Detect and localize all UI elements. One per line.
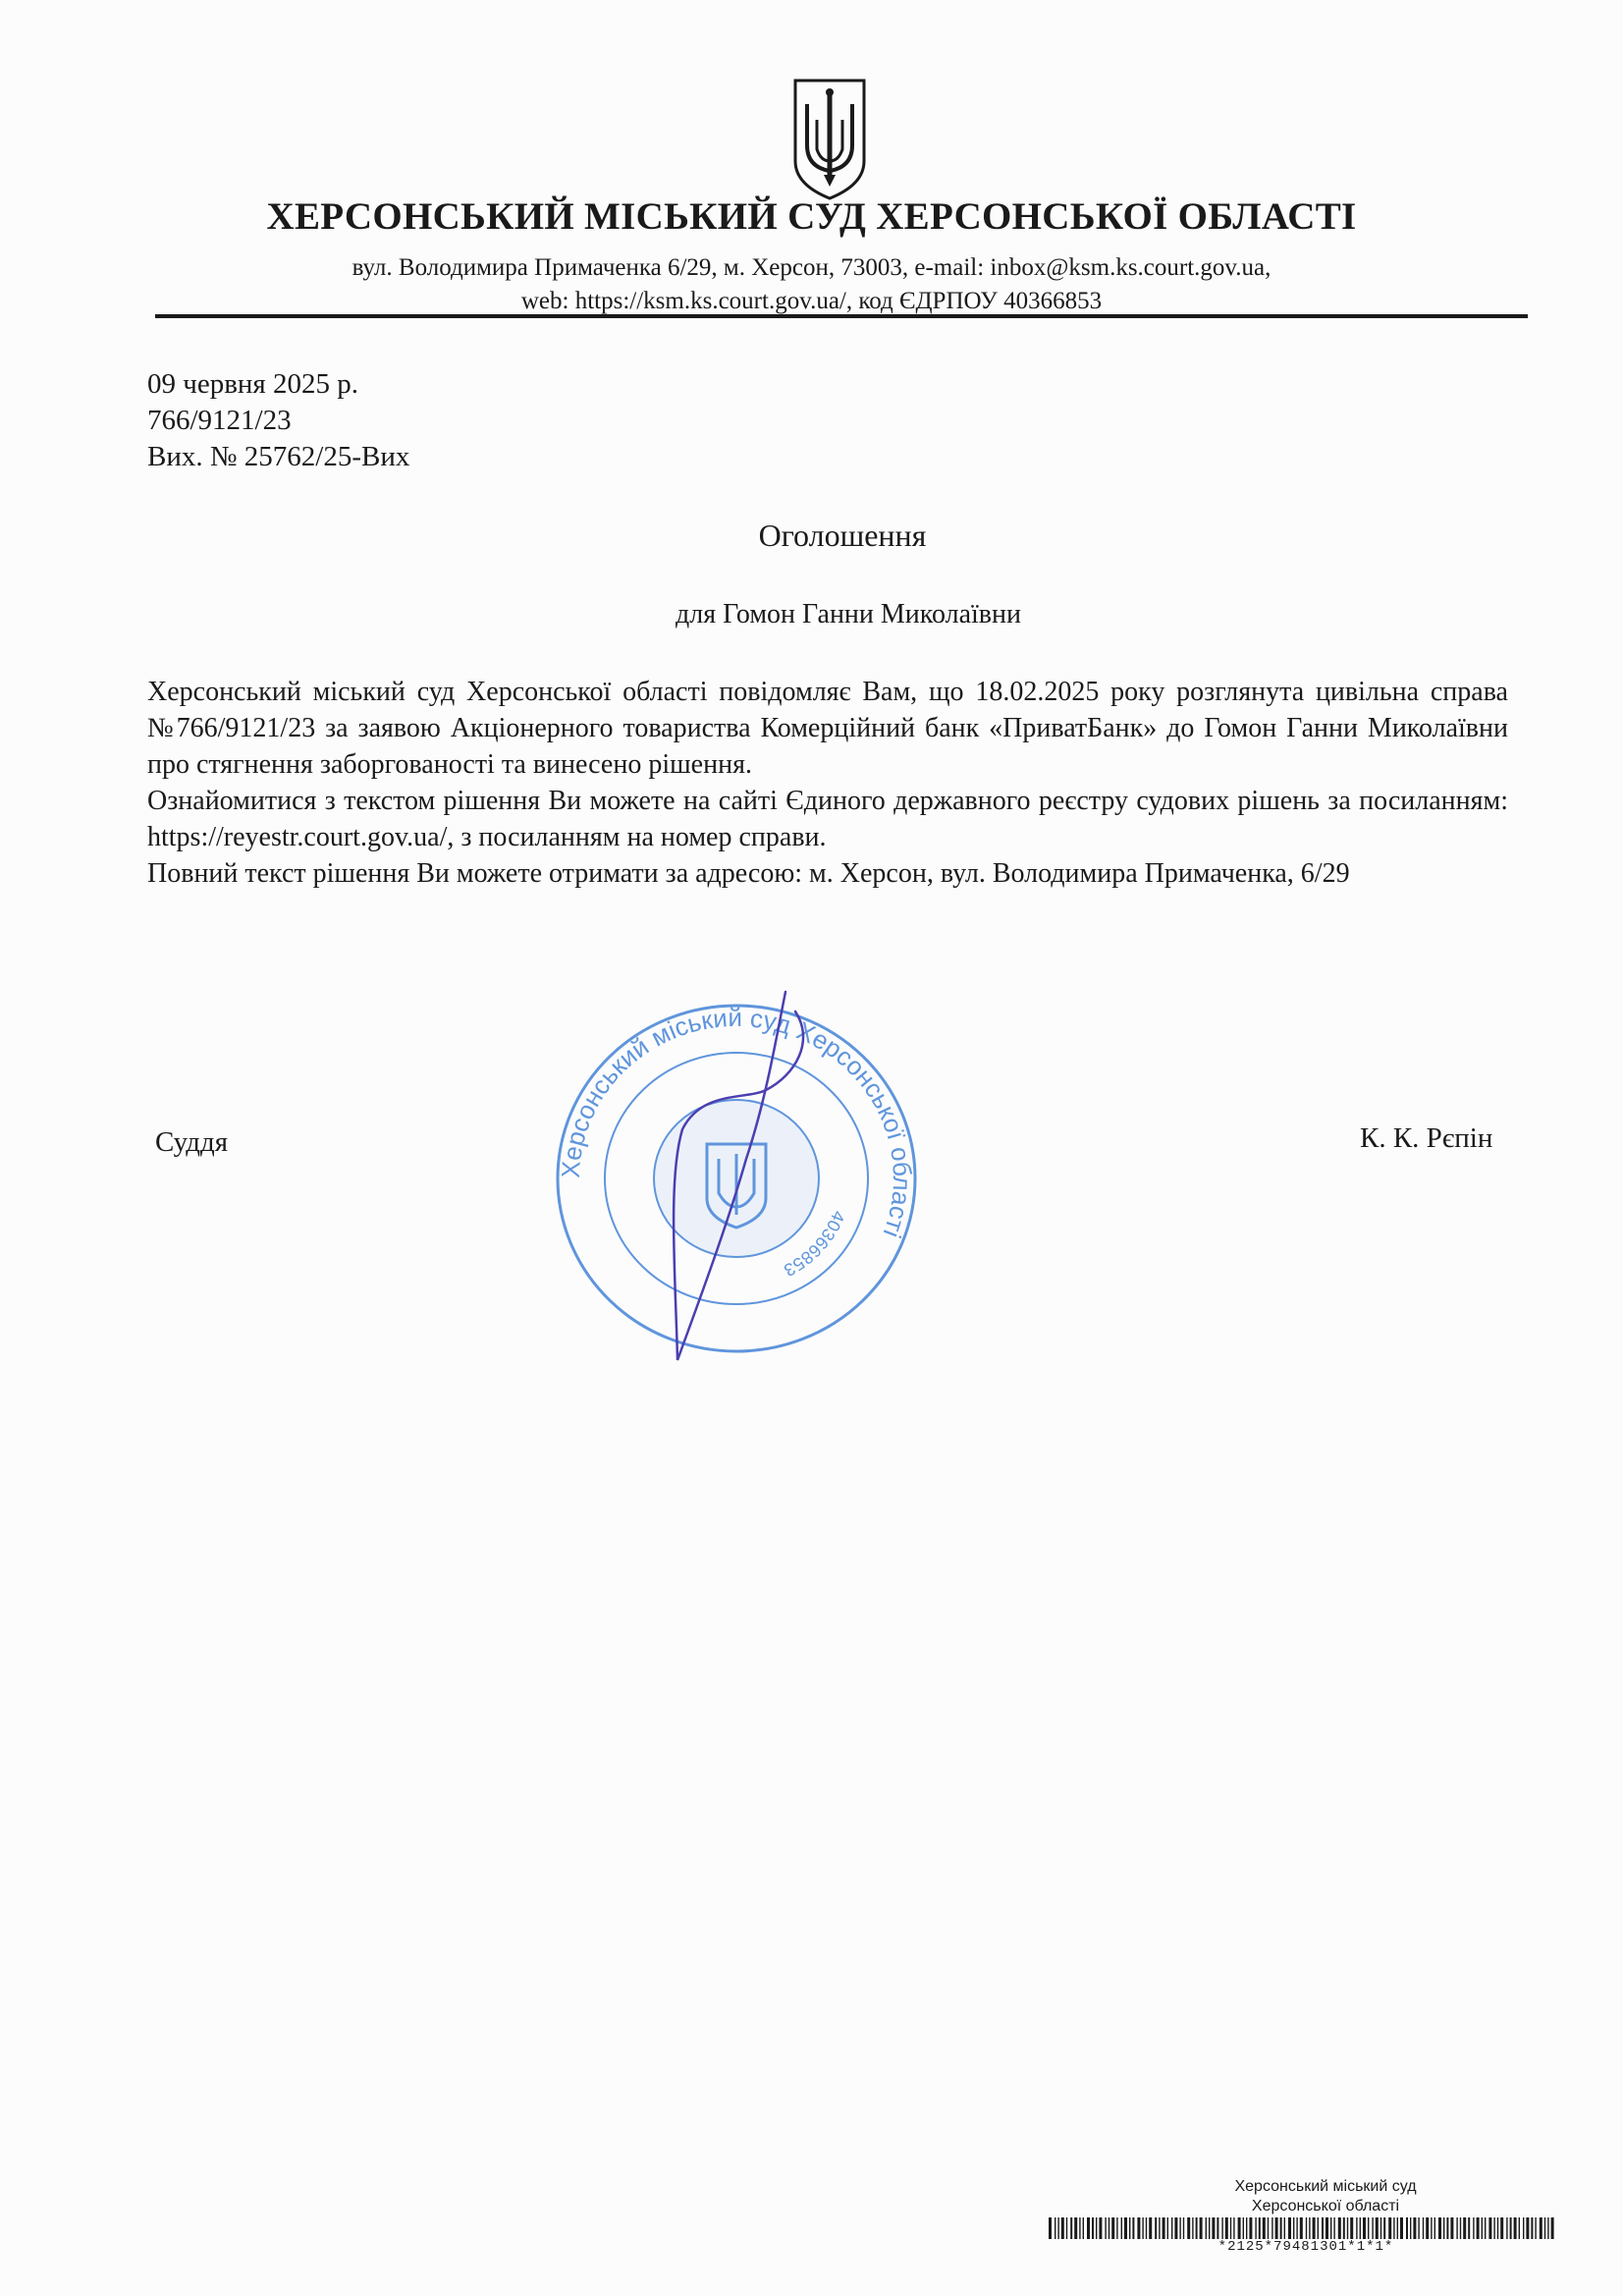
- barcode-bar: [1350, 2217, 1353, 2239]
- barcode-bar: [1137, 2217, 1140, 2239]
- barcode-bar: [1155, 2217, 1157, 2239]
- barcode-bar: [1206, 2217, 1207, 2239]
- barcode-bar: [1443, 2217, 1444, 2239]
- header-divider: [155, 314, 1528, 318]
- notice-recipient: для Гомон Ганни Миколаївни: [676, 599, 1021, 629]
- barcode-bar: [1438, 2217, 1441, 2239]
- barcode-bar: [1183, 2217, 1184, 2239]
- barcode-bar: [1434, 2217, 1435, 2239]
- barcode-bar: [1200, 2217, 1203, 2239]
- barcode-bar: [1535, 2217, 1536, 2239]
- barcode-bar: [1309, 2217, 1310, 2239]
- footer-court-label: [1178, 2177, 1473, 2216]
- barcode-bar: [1149, 2217, 1152, 2239]
- barcode-bar: [1280, 2217, 1282, 2239]
- barcode-bar: [1510, 2217, 1512, 2239]
- barcode-bar: [1192, 2217, 1193, 2239]
- barcode-bar: [1049, 2217, 1052, 2239]
- footer-court-line-1: Херсонський міський суд: [1234, 2178, 1417, 2195]
- footer-court-line-2: Херсонської області: [1251, 2198, 1400, 2214]
- barcode-bar: [1540, 2217, 1542, 2239]
- barcode-bar: [1096, 2217, 1097, 2239]
- barcode-bar: [1380, 2217, 1381, 2239]
- barcode: [1049, 2217, 1559, 2239]
- notice-body: [147, 674, 1508, 892]
- seal-code-text: 40366853: [781, 1208, 849, 1281]
- barcode-bar: [1388, 2217, 1391, 2239]
- document-meta: [147, 366, 409, 475]
- barcode-bar: [1313, 2217, 1316, 2239]
- barcode-bar: [1066, 2217, 1067, 2239]
- barcode-bar: [1368, 2217, 1369, 2239]
- barcode-bar: [1397, 2217, 1398, 2239]
- barcode-bar: [1124, 2217, 1127, 2239]
- barcode-bar: [1325, 2217, 1328, 2239]
- barcode-bar: [1225, 2217, 1228, 2239]
- barcode-bar: [1446, 2217, 1448, 2239]
- barcode-bar: [1196, 2217, 1198, 2239]
- barcode-bar: [1092, 2217, 1094, 2239]
- court-name: ХЕРСОНСЬКИЙ МІСЬКИЙ СУД ХЕРСОНСЬКОЇ ОБЛАСТІ: [266, 195, 1357, 238]
- barcode-bar: [1473, 2217, 1474, 2239]
- barcode-bar: [1544, 2217, 1545, 2239]
- barcode-bar: [1087, 2217, 1090, 2239]
- barcode-bar: [1468, 2217, 1470, 2239]
- barcode-bar: [1111, 2217, 1114, 2239]
- barcode-bar: [1271, 2217, 1272, 2239]
- barcode-bar: [1061, 2217, 1064, 2239]
- barcode-bar: [1099, 2217, 1102, 2239]
- barcode-bar: [1482, 2217, 1483, 2239]
- address-line-2: web: https://ksm.ks.court.gov.ua/, код ЄДРПОУ 40366853: [520, 288, 1103, 314]
- notice-paragraph-1: Херсонський міський суд Херсонської області повідомляє Вам, що 18.02.2025 року розглянута цивільна справа №766/9121/23 за заявою Акціонерного товариства Комерційний банк «ПриватБанк» до Гомон Ганни Миколаївни про стягнення заборгованості та винесено рішення.: [147, 677, 1508, 780]
- barcode-bar: [1330, 2217, 1331, 2239]
- barcode-bar: [1284, 2217, 1285, 2239]
- barcode-bar: [1221, 2217, 1222, 2239]
- barcode-bar: [1079, 2217, 1080, 2239]
- barcode-bar: [1347, 2217, 1348, 2239]
- barcode-bar: [1296, 2217, 1297, 2239]
- barcode-text: *2125*79481301*1*1*: [1217, 2239, 1394, 2253]
- barcode-bar: [1255, 2217, 1256, 2239]
- barcode-bar: [1456, 2217, 1457, 2239]
- barcode-bar: [1477, 2217, 1480, 2239]
- barcode-bar: [1343, 2217, 1345, 2239]
- barcode-bar: [1171, 2217, 1172, 2239]
- barcode-bar: [1431, 2217, 1432, 2239]
- barcode-bar: [1167, 2217, 1168, 2239]
- barcode-bar: [1179, 2217, 1180, 2239]
- barcode-bar: [1233, 2217, 1234, 2239]
- document-date: 09 червня 2025 р.: [147, 368, 359, 400]
- barcode-bar: [1393, 2217, 1394, 2239]
- barcode-bar: [1275, 2217, 1278, 2239]
- barcode-bar: [1230, 2217, 1231, 2239]
- address-line-1: вул. Володимира Примаченка 6/29, м. Херсон, 73003, e-mail: inbox@ksm.ks.court.gov.ua,: [352, 254, 1271, 281]
- barcode-bar: [1209, 2217, 1210, 2239]
- barcode-bar: [1132, 2217, 1134, 2239]
- barcode-bar: [1142, 2217, 1143, 2239]
- barcode-bar: [1523, 2217, 1524, 2239]
- barcode-bar: [1243, 2217, 1244, 2239]
- barcode-bar: [1500, 2217, 1503, 2239]
- notice-paragraph-2: Ознайомитися з текстом рішення Ви можете на сайті Єдиного державного реєстру судових рішень за посиланням: https://reyestr.court.gov.ua/, з посиланням на номер справи.: [147, 786, 1508, 852]
- barcode-bar: [1174, 2217, 1177, 2239]
- barcode-bar: [1460, 2217, 1461, 2239]
- barcode-bar: [1249, 2217, 1252, 2239]
- notice-paragraph-3: Повний текст рішення Ви можете отримати за адресою: м. Херсон, вул. Володимира Примаченка, 6/29: [147, 858, 1350, 889]
- barcode-bar: [1293, 2217, 1294, 2239]
- barcode-bar: [1121, 2217, 1122, 2239]
- barcode-bar: [1531, 2217, 1533, 2239]
- barcode-bar: [1116, 2217, 1117, 2239]
- barcode-bar: [1318, 2217, 1319, 2239]
- judge-name: К. К. Рєпін: [1360, 1122, 1493, 1154]
- barcode-bar: [1356, 2217, 1357, 2239]
- barcode-bar: [1450, 2217, 1453, 2239]
- court-address: [0, 251, 1623, 318]
- barcode-bar: [1288, 2217, 1291, 2239]
- barcode-bar: [1259, 2217, 1261, 2239]
- barcode-bar: [1485, 2217, 1486, 2239]
- barcode-bar: [1514, 2217, 1517, 2239]
- barcode-bar: [1129, 2217, 1130, 2239]
- barcode-bar: [1338, 2217, 1341, 2239]
- barcode-bar: [1526, 2217, 1529, 2239]
- barcode-bar: [1217, 2217, 1218, 2239]
- barcode-bar: [1212, 2217, 1215, 2239]
- barcode-bar: [1488, 2217, 1491, 2239]
- judge-title: Суддя: [155, 1126, 229, 1158]
- barcode-bar: [1363, 2217, 1366, 2239]
- barcode-bar: [1418, 2217, 1419, 2239]
- barcode-bar: [1070, 2217, 1072, 2239]
- outgoing-number: Вих. № 25762/25-Вих: [147, 441, 410, 472]
- barcode-bar: [1426, 2217, 1429, 2239]
- barcode-bar: [1493, 2217, 1494, 2239]
- barcode-bar: [1372, 2217, 1373, 2239]
- case-number: 766/9121/23: [147, 405, 292, 436]
- barcode-bar: [1074, 2217, 1077, 2239]
- barcode-bar: [1238, 2217, 1241, 2239]
- barcode-bar: [1360, 2217, 1361, 2239]
- barcode-bar: [1400, 2217, 1403, 2239]
- notice-title: Оголошення: [758, 518, 927, 553]
- seal-outer-text: Херсонський міський суд Херсонської області: [555, 1002, 918, 1242]
- barcode-bar: [1105, 2217, 1106, 2239]
- barcode-bar: [1383, 2217, 1385, 2239]
- barcode-bar: [1159, 2217, 1160, 2239]
- barcode-bar: [1413, 2217, 1416, 2239]
- barcode-bar: [1333, 2217, 1334, 2239]
- barcode-bar: [1300, 2217, 1303, 2239]
- barcode-bar: [1497, 2217, 1498, 2239]
- barcode-bar: [1263, 2217, 1266, 2239]
- barcode-bar: [1519, 2217, 1520, 2239]
- barcode-bar: [1146, 2217, 1147, 2239]
- barcode-bar: [1187, 2217, 1190, 2239]
- barcode-bar: [1083, 2217, 1084, 2239]
- barcode-bar: [1463, 2217, 1466, 2239]
- barcode-bar: [1306, 2217, 1307, 2239]
- barcode-bar: [1506, 2217, 1507, 2239]
- barcode-bar: [1410, 2217, 1411, 2239]
- barcode-bar: [1406, 2217, 1408, 2239]
- barcode-bar: [1268, 2217, 1269, 2239]
- barcode-bar: [1423, 2217, 1424, 2239]
- barcode-bar: [1057, 2217, 1058, 2239]
- handwritten-signature: [648, 982, 844, 1365]
- barcode-bar: [1163, 2217, 1165, 2239]
- trident-coat-of-arms-icon: [791, 77, 868, 202]
- barcode-bar: [1551, 2217, 1554, 2239]
- barcode-bar: [1547, 2217, 1548, 2239]
- barcode-bar: [1246, 2217, 1247, 2239]
- barcode-bar: [1322, 2217, 1324, 2239]
- barcode-bar: [1376, 2217, 1379, 2239]
